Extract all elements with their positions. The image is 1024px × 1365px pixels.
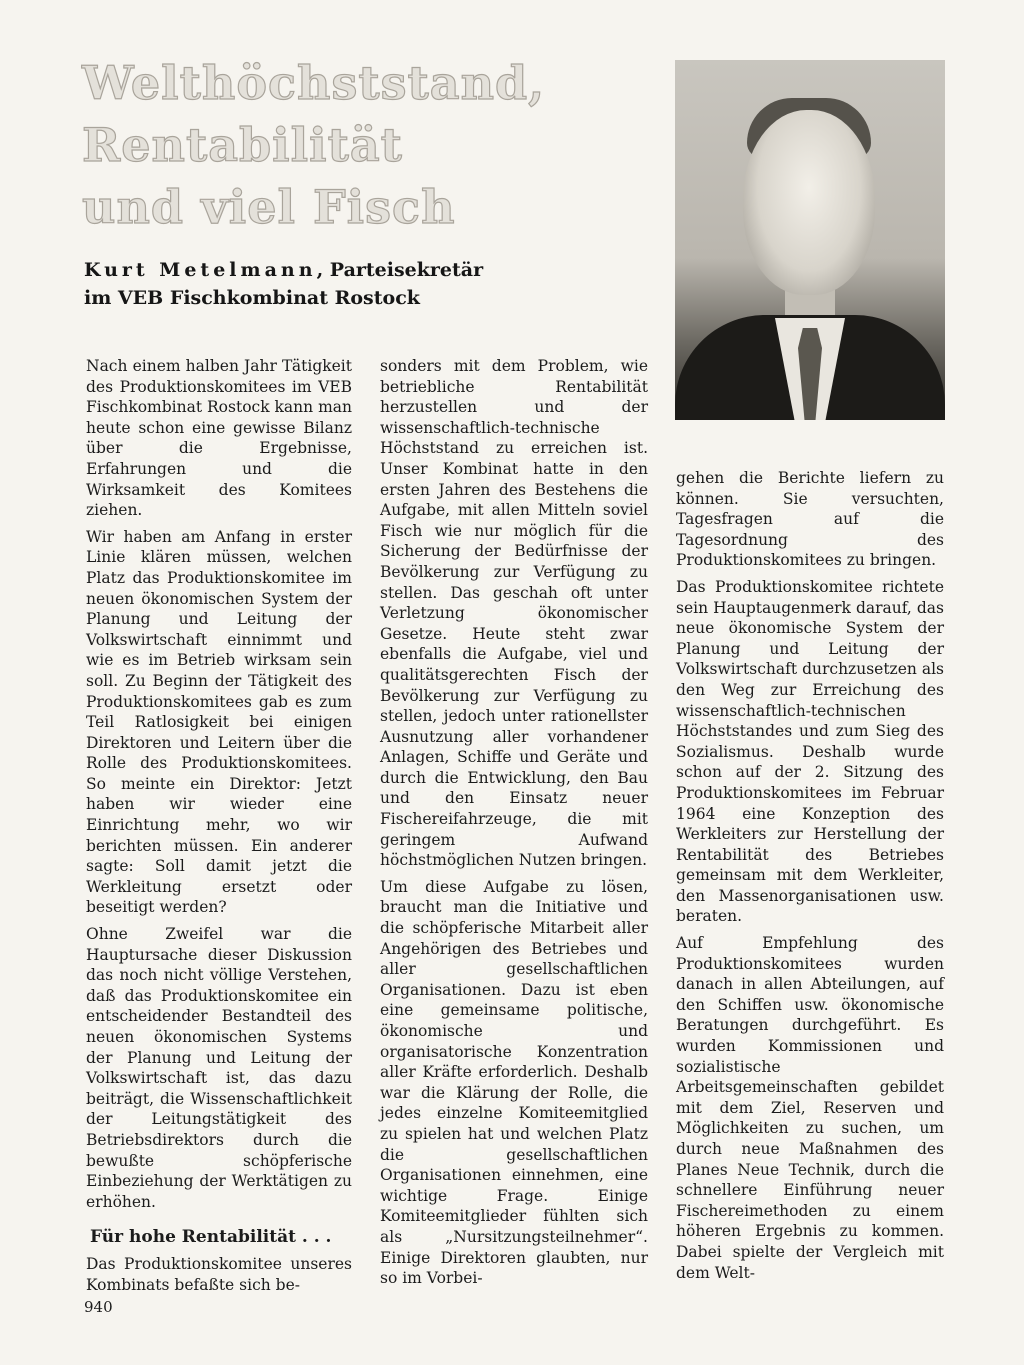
paragraph: Nach einem halben Jahr Tätigkeit des Produktionskomitees im VEB Fischkombinat Rostock kann man heute schon eine gewisse Bilanz über die Ergebnisse, Erfahrungen und die Wirksamkeit des Komitees ziehen.	[86, 357, 352, 520]
portrait-face	[743, 110, 875, 295]
paragraph: gehen die Berichte liefern zu können. Sie versuchten, Tagesfragen auf die Tagesordnung des Produktionskomitees zu bringen.	[676, 469, 944, 570]
paragraph: Auf Empfehlung des Produktionskomitees wurden danach in allen Abteilungen, auf den Schiffen usw. ökonomische Beratungen durchgeführt. Es wurden Kommissionen und sozialistische Arbeitsgemeinschaften gebildet mit dem Ziel, Reserven und Möglichkeiten zu suchen, um durch neue Maßnahmen des Planes Neue Technik, durch die schnellere Einführung neuer Fischereimethoden zu einem höheren Ergebnis zu kommen. Dabei spielte der Vergleich mit dem Welt-	[676, 934, 944, 1282]
paragraph: Um diese Aufgabe zu lösen, braucht man die Initiative und die schöpferische Mitarbeit aller Angehörigen des Betriebes und aller gesellschaftlichen Organisationen. Dazu ist eben eine gemeinsame politische, ökonomische und organisatorische Konzentration aller Kräfte erforderlich. Deshalb war die Klärung der Rolle, die jedes einzelne Komiteemitglied zu spielen hat und welchen Platz die gesellschaftlichen Organisationen einnehmen, eine wichtige Frage. Einige Komiteemitglieder fühlten sich als „Nursitzungsteilnehmer“. Einige Direktoren glaubten, nur so im Vorbei-	[380, 877, 648, 1288]
headline-line: Rentabilität	[82, 118, 403, 172]
paragraph: sonders mit dem Problem, wie betriebliche Rentabilität herzustellen und der wissenschaftlich-technische Höchststand zu erreichen ist. Unser Kombinat hatte in den ersten Jahren des Bestehens die Aufgabe, mit allen Mitteln soviel Fisch wie nur möglich für die Sicherung der Bedürfnisse der Bevölkerung zur Verfügung zu stellen. Das geschah oft unter Verletzung ökonomischer Gesetze. Heute steht zwar ebenfalls die Aufgabe, viel und qualitätsgerechten Fisch der Bevölkerung zur Verfügung zu stellen, jedoch unter rationellster Ausnutzung aller vorhandener Anlagen, Schiffe und Geräte und durch die Entwicklung, den Bau und den Einsatz neuer Fischereifahrzeuge, die mit geringem Aufwand höchstmöglichen Nutzen bringen.	[380, 357, 648, 870]
author-role: , Parteisekretär	[316, 259, 484, 281]
author-portrait-photo	[675, 60, 945, 420]
article-headline	[82, 52, 546, 238]
author-byline	[84, 256, 644, 312]
section-subheading: Für hohe Rentabilität . . .	[90, 1227, 332, 1248]
byline-line-2: im VEB Fischkombinat Rostock	[84, 287, 420, 309]
page-number: 940	[84, 1298, 113, 1316]
paragraph: Das Produktionskomitee unseres Kombinats befaßte sich be-	[86, 1255, 352, 1294]
paragraph: Wir haben am Anfang in erster Linie klären müssen, welchen Platz das Produktionskomitee im neuen ökonomischen System der Planung und Leitung der Volkswirtschaft einnimmt und wie es im Betrieb wirksam sein soll. Zu Beginn der Tätigkeit des Produktionskomitees gab es zum Teil Ratlosigkeit bei einigen Direktoren und Leitern über die Rolle des Produktionskomitees. So meinte ein Direktor: Jetzt haben wir wieder eine Einrichtung mehr, wo wir berichten müssen. Ein anderer sagte: Soll damit jetzt die Werkleitung ersetzt oder beseitigt werden?	[86, 527, 352, 917]
text-column-2	[380, 356, 648, 1295]
byline-line-1	[84, 256, 644, 284]
text-column-3	[676, 468, 944, 1289]
author-name: Kurt Metelmann	[84, 259, 317, 281]
paragraph: Das Produktionskomitee richtete sein Hauptaugenmerk darauf, das neue ökonomische System der Planung und Leitung der Volkswirtschaft durchzusetzen als den Weg zur Erreichung des wissenschaftlich-technischen Höchststandes und zum Sieg des Sozialismus. Deshalb wurde schon auf der 2. Sitzung des Produktionskomitees im Februar 1964 eine Konzeption des Werkleiters zur Herstellung der Rentabilität des Betriebes gemeinsam mit dem Werkleiter, den Massenorganisationen usw. beraten.	[676, 577, 944, 926]
paragraph: Ohne Zweifel war die Hauptursache dieser Diskussion das noch nicht völlige Verstehen, daß das Produktionskomitee ein entscheidender Bestandteil des neuen ökonomischen Systems der Planung und Leitung der Volkswirtschaft ist, das dazu beiträgt, die Wissenschaftlichkeit der Leitungstätigkeit des Betriebsdirektors durch die bewußte schöpferische Einbeziehung der Werktätigen zu erhöhen.	[86, 925, 352, 1211]
headline-line: Welthöchststand,	[82, 56, 546, 110]
headline-line: und viel Fisch	[82, 180, 456, 234]
text-column-1	[86, 356, 352, 1302]
